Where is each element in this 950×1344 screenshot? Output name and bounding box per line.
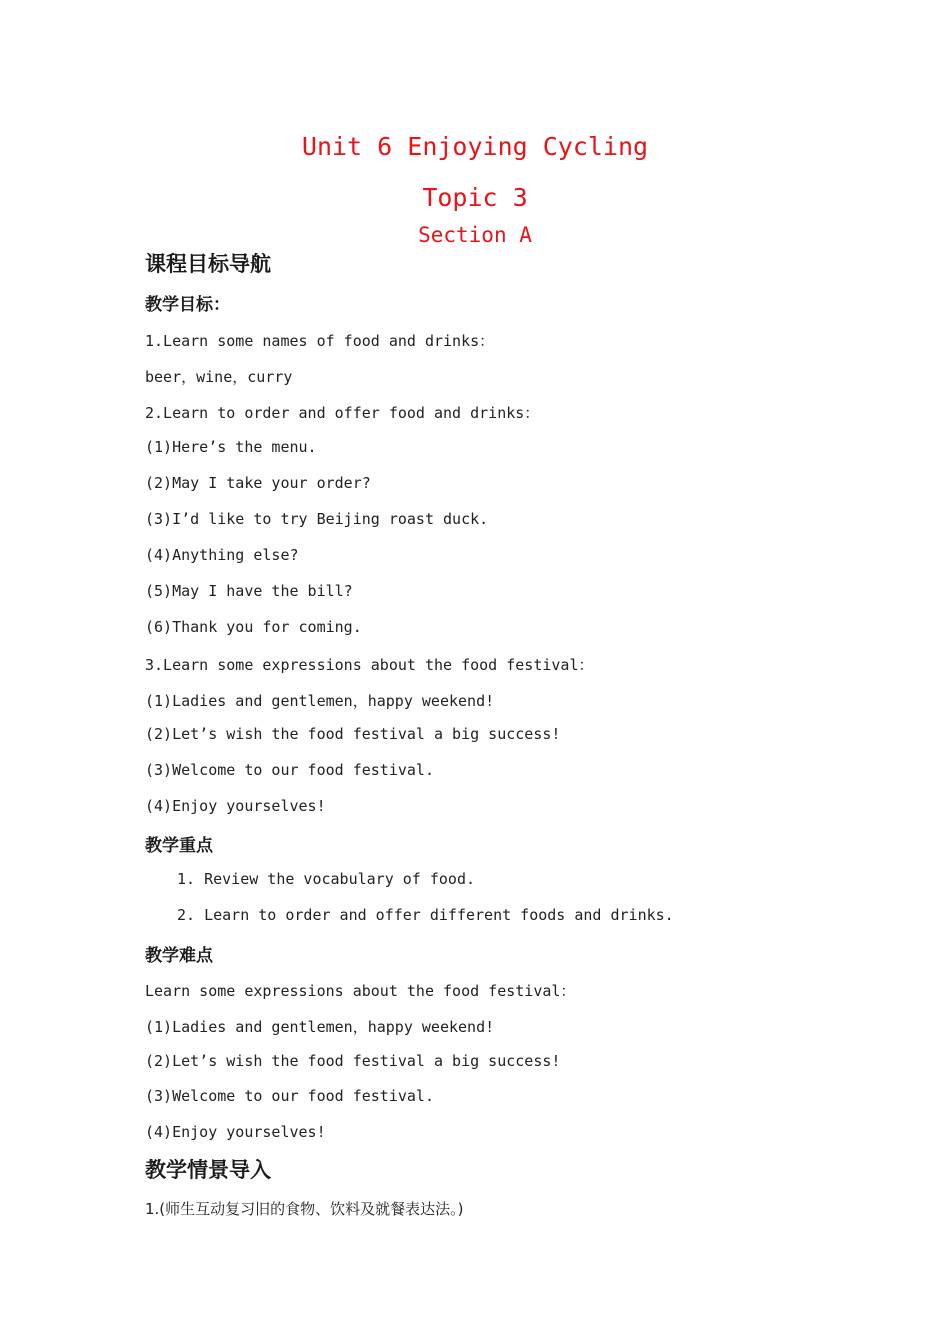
intro-heading: 教学情景导入 xyxy=(145,1158,271,1182)
objective-line: (3)Welcome to our food festival. xyxy=(145,761,434,779)
nav-heading: 课程目标导航 xyxy=(145,252,271,276)
difficulty-line: (1)Ladies and gentlemen，happy weekend! xyxy=(145,1018,495,1036)
objective-line: 1.Learn some names of food and drinks： xyxy=(145,332,495,350)
objective-line: (4)Anything else? xyxy=(145,546,299,564)
objective-line: (1)Ladies and gentlemen，happy weekend! xyxy=(145,692,495,710)
key-point-item: 2. Learn to order and offer different foods and drinks. xyxy=(177,906,674,924)
objective-line: (4)Enjoy yourselves! xyxy=(145,797,326,815)
difficulty-line: (4)Enjoy yourselves! xyxy=(145,1123,326,1141)
objective-line: (1)Here’s the menu. xyxy=(145,438,317,456)
difficulty-line: (3)Welcome to our food festival. xyxy=(145,1087,434,1105)
intro-line: 1.(师生互动复习旧的食物、饮料及就餐表达法。) xyxy=(145,1200,464,1218)
objective-line: 3.Learn some expressions about the food festival： xyxy=(145,656,594,674)
objective-line: (2)Let’s wish the food festival a big success! xyxy=(145,725,561,743)
key-point-item: 1. Review the vocabulary of food. xyxy=(177,870,476,888)
difficulty-line: Learn some expressions about the food festival： xyxy=(145,982,576,1000)
objective-line: (6)Thank you for coming. xyxy=(145,618,362,636)
key-points-heading: 教学重点 xyxy=(145,836,213,856)
objective-line: 2.Learn to order and offer food and drinks： xyxy=(145,404,540,422)
difficulties-heading: 教学难点 xyxy=(145,946,213,966)
objective-line: beer，wine，curry xyxy=(145,368,293,386)
objective-line: (3)I’d like to try Beijing roast duck. xyxy=(145,510,489,528)
difficulty-line: (2)Let’s wish the food festival a big success! xyxy=(145,1052,561,1070)
section-title: Section A xyxy=(418,223,532,247)
unit-title: Unit 6 Enjoying Cycling xyxy=(301,132,649,161)
objective-line: (2)May I take your order? xyxy=(145,474,371,492)
objectives-heading: 教学目标： xyxy=(145,295,230,315)
objective-line: (5)May I have the bill? xyxy=(145,582,353,600)
topic-title: Topic 3 xyxy=(422,183,528,212)
